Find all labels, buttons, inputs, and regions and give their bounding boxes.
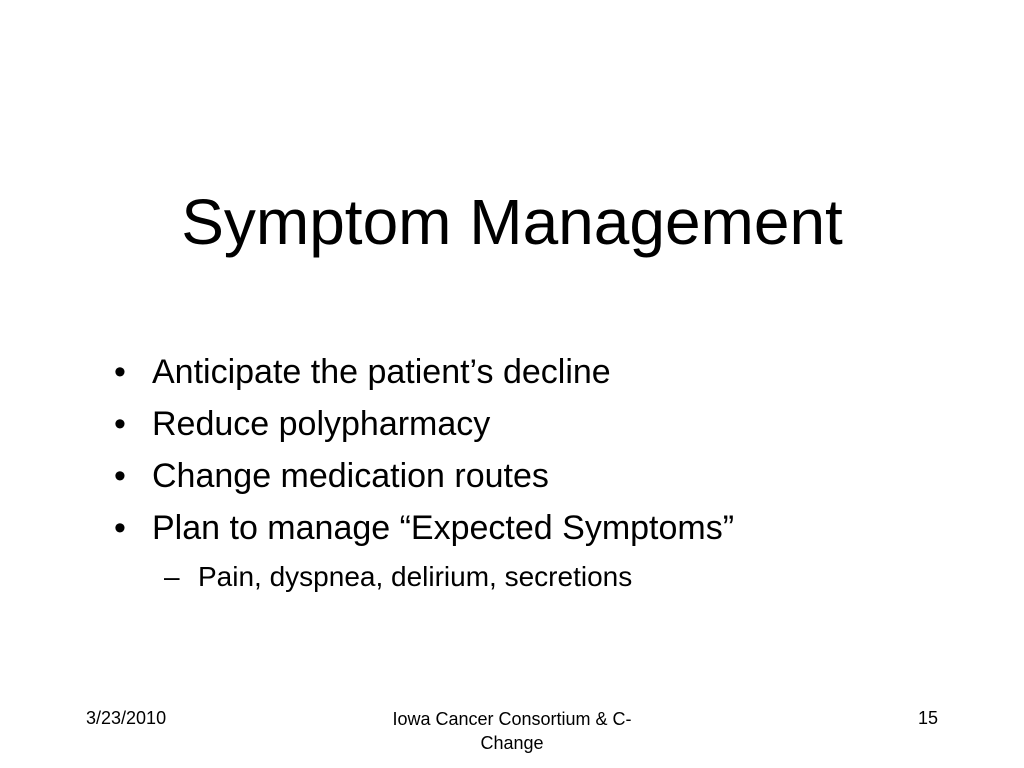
sub-bullet-text: Pain, dyspnea, delirium, secretions (198, 561, 633, 592)
bullet-marker: • (114, 405, 126, 443)
bullet-text: Plan to manage “Expected Symptoms” (152, 509, 735, 547)
bullet-item (114, 450, 734, 502)
bullet-item (114, 346, 734, 398)
sub-bullet-marker: – (164, 561, 180, 592)
bullet-marker: • (114, 353, 126, 391)
sub-bullet-group (114, 554, 734, 600)
sub-bullet-list (114, 554, 734, 600)
bullet-text: Anticipate the patient’s decline (152, 353, 611, 391)
footer-organization (352, 707, 672, 755)
bullet-item (114, 398, 734, 450)
bullet-text: Reduce polypharmacy (152, 405, 491, 443)
bullet-marker: • (114, 509, 126, 547)
bullet-marker: • (114, 457, 126, 495)
footer-organization-line1: Iowa Cancer Consortium & C- (392, 709, 632, 729)
footer-organization-line2: Change (480, 733, 544, 753)
footer-date: 3/23/2010 (86, 708, 167, 728)
bullet-list (114, 346, 734, 600)
bullet-item (114, 502, 734, 554)
page-number: 15 (917, 708, 938, 728)
slide-title: Symptom Management (181, 186, 843, 258)
sub-bullet-item (114, 554, 734, 600)
bullet-text: Change medication routes (152, 457, 549, 495)
